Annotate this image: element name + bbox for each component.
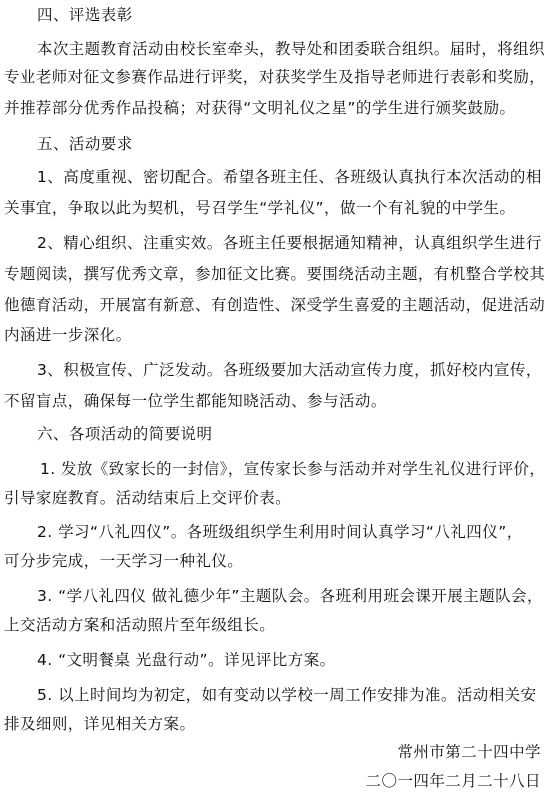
paragraph-line: 2. 学习“八礼四仪”。各班级组织学生利用时间认真学习“八礼四仪”，: [37, 523, 523, 541]
paragraph-line: 关事宜，争取以此为契机，号召学生“学礼仪”，做一个有礼貌的中学生。: [4, 199, 516, 217]
paragraph-line: 1、高度重视、密切配合。希望各班主任、各班级认真执行本次活动的相: [37, 168, 542, 186]
paragraph-line: 上交活动方案和活动照片至年级组长。: [4, 616, 276, 634]
paragraph-line: 2、精心组织、注重实效。各班主任要根据通知精神，认真组织学生进行: [37, 234, 542, 252]
paragraph-line: 5. 以上时间均为初定，如有变动以学校一周工作安排为准。活动相关安: [37, 686, 537, 704]
paragraph-line: 并推荐部分优秀作品投稿；对获得“文明礼仪之星”的学生进行颁奖鼓励。: [4, 99, 516, 117]
section-heading-5: 五、活动要求: [37, 135, 133, 153]
paragraph-line: 专题阅读，撰写优秀文章，参加征文比赛。要围绕活动主题，有机整合学校其: [4, 265, 546, 283]
paragraph-line: 1. 发放《致家长的一封信》，宣传家长参与活动并对学生礼仪进行评价，: [40, 460, 546, 478]
paragraph-line: 内涵进一步深化。: [4, 326, 132, 344]
paragraph-line: 3. “学八礼四仪 做礼德少年”主题队会。各班利用班会课开展主题队会，: [37, 587, 543, 605]
paragraph-line: 可分步完成，一天学习一种礼仪。: [4, 552, 244, 570]
paragraph-line: 他德育活动，开展富有新意、有创造性、深受学生喜爱的主题活动，促进活动: [4, 296, 546, 314]
paragraph-line: 3、积极宣传、广泛发动。各班级要加大活动宣传力度，抓好校内宣传，: [37, 361, 542, 379]
paragraph-line: 引导家庭教育。活动结束后上交评价表。: [4, 489, 292, 507]
paragraph-line: 本次主题教育活动由校长室牵头，教导处和团委联合组织。届时，将组织: [37, 40, 545, 58]
paragraph-line: 专业老师对征文参赛作品进行评奖，对获奖学生及指导老师进行表彰和奖励，: [4, 68, 546, 86]
paragraph-line: 不留盲点，确保每一位学生都能知晓活动、参与活动。: [4, 392, 387, 410]
section-heading-6: 六、各项活动的简要说明: [37, 425, 213, 443]
section-heading-4: 四、评选表彰: [37, 6, 133, 24]
paragraph-line: 排及细则，详见相关方案。: [4, 715, 196, 733]
paragraph-line: 4. “文明餐桌 光盘行动”。详见评比方案。: [37, 651, 336, 669]
signature-school: 常州市第二十四中学: [397, 743, 541, 761]
signature-date: 二〇一四年二月二十八日: [365, 772, 541, 790]
